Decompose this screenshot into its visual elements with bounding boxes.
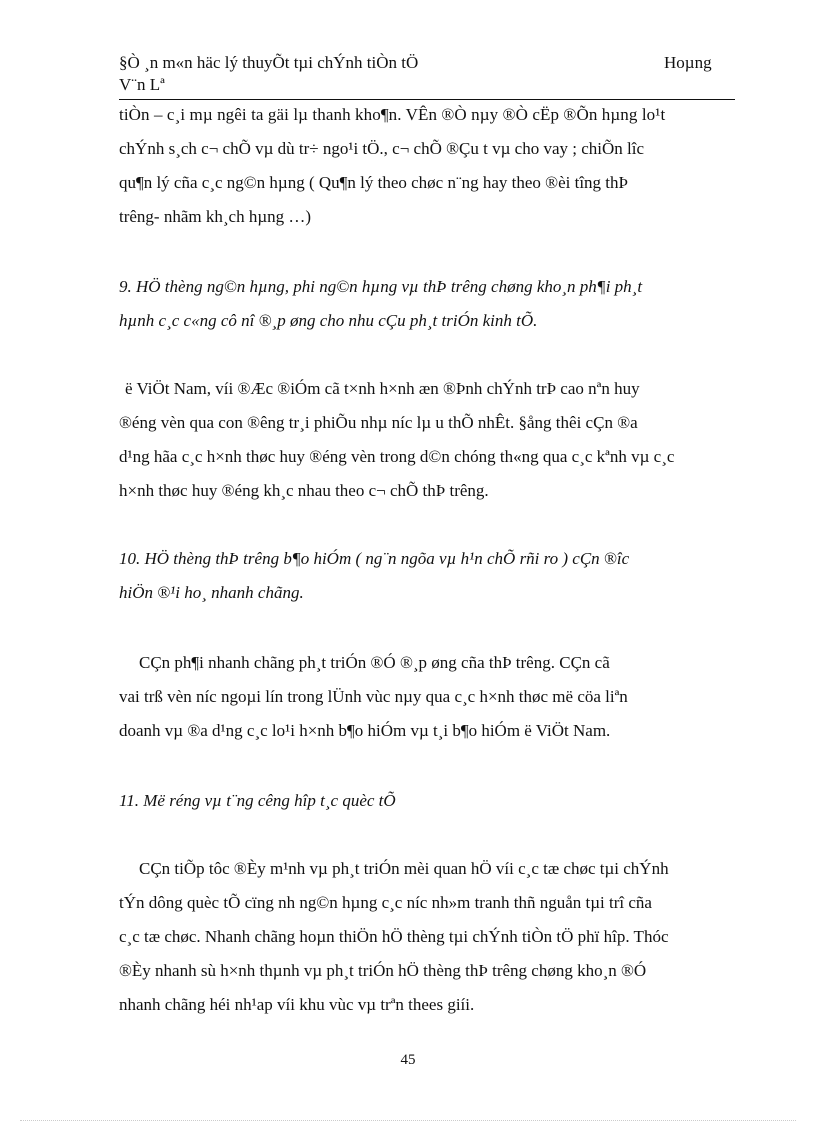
text-line: tiÒn – c¸i mµ ngêi ta gäi lµ thanh kho¶n. VÊn ®Ò nµy ®Ò cËp ®Õn hµng lo¹t — [119, 105, 666, 124]
text-line: trêng- nhãm kh¸ch hµng …) — [119, 207, 312, 226]
page-header — [119, 52, 719, 100]
paragraph-international-cooperation — [119, 852, 731, 1022]
text-line: h×nh thøc huy ®éng kh¸c nhau theo c¬ chÕ thÞ trêng. — [119, 481, 489, 500]
text-line: nhanh chãng héi nh¹ap víi khu vùc vµ trªn thees giíi. — [119, 995, 475, 1014]
text-line: CÇn tiÕp tôc ®Èy m¹nh vµ ph¸t triÓn mèi quan hÖ víi c¸c tæ chøc tµi chÝnh — [139, 859, 669, 878]
text-line: tÝn dông quèc tÕ cïng nh ng©n hµng c¸c níc nh»m tranh thñ nguån tµi trî cña — [119, 893, 652, 912]
text-line: ®éng vèn qua con ®êng tr¸i phiÕu nhµ níc lµ u thÕ nhÊt. §ång thêi cÇn ®a — [119, 413, 638, 432]
text-line: ë ViÖt Nam, víi ®Æc ®iÓm cã t×nh h×nh æn ®Þnh chÝnh trÞ cao nªn huy — [125, 379, 640, 398]
text-line: doanh vµ ®a d¹ng c¸c lo¹i h×nh b¶o hiÓm vµ t¸i b¶o hiÓm ë ViÖt Nam. — [119, 721, 611, 740]
text-line: qu¶n lý cña c¸c ng©n hµng ( Qu¶n lý theo chøc n¨ng hay theo ®èi tîng thÞ — [119, 173, 628, 192]
heading-line: 9. HÖ thèng ng©n hµng, phi ng©n hµng vµ thÞ trêng chøng kho¸n ph¶i ph¸t — [119, 277, 643, 296]
section-heading-9 — [119, 270, 731, 338]
heading-line: 10. HÖ thèng thÞ trêng b¶o hiÓm ( ng¨n ngõa vµ h¹n chÕ rñi ro ) cÇn ®îc — [119, 549, 630, 568]
heading-line: 11. Më réng vµ t¨ng cêng hîp t¸c quèc tÕ — [119, 791, 396, 810]
paragraph-intro-continuation — [119, 98, 731, 234]
text-line: d¹ng hãa c¸c h×nh thøc huy ®éng vèn trong d©n chóng th«ng qua c¸c kªnh vµ c¸c — [119, 447, 675, 466]
paragraph-insurance — [119, 646, 731, 748]
text-line: c¸c tæ chøc. Nhanh chãng hoµn thiÖn hÖ thèng tµi chÝnh tiÒn tÖ phï hîp. Thóc — [119, 927, 669, 946]
page-number: 45 — [400, 1052, 416, 1068]
section-heading-11 — [119, 784, 731, 818]
text-line: chÝnh s¸ch c¬ chÕ vµ dù tr÷ ngo¹i tÖ., c¬ chÕ ®Çu t vµ cho vay ; chiÕn lîc — [119, 139, 645, 158]
heading-line: hµnh c¸c c«ng cô nî ®¸p øng cho nhu cÇu ph¸t triÓn kinh tÕ. — [119, 311, 538, 330]
paragraph-vietnam-mobilization — [119, 372, 731, 508]
page-bottom-border — [20, 1120, 796, 1121]
text-line: ®Èy nhanh sù h×nh thµnh vµ ph¸t triÓn hÖ thèng thÞ trêng chøng kho¸n ®Ó — [119, 961, 647, 980]
section-heading-10 — [119, 542, 731, 610]
text-line: CÇn ph¶i nhanh chãng ph¸t triÓn ®Ó ®¸p øng cña thÞ trêng. CÇn cã — [139, 653, 610, 672]
heading-line: hiÖn ®¹i ho¸ nhanh chãng. — [119, 583, 304, 602]
author-name: Hoµng — [664, 53, 712, 72]
document-title: §Ò ¸n m«n häc lý thuyÕt tµi chÝnh tiÒn tÖ V¨n Lª — [119, 53, 419, 94]
text-line: vai trß vèn níc ngoµi lín trong lÜnh vùc nµy qua c¸c h×nh thøc më cöa liªn — [119, 687, 628, 706]
